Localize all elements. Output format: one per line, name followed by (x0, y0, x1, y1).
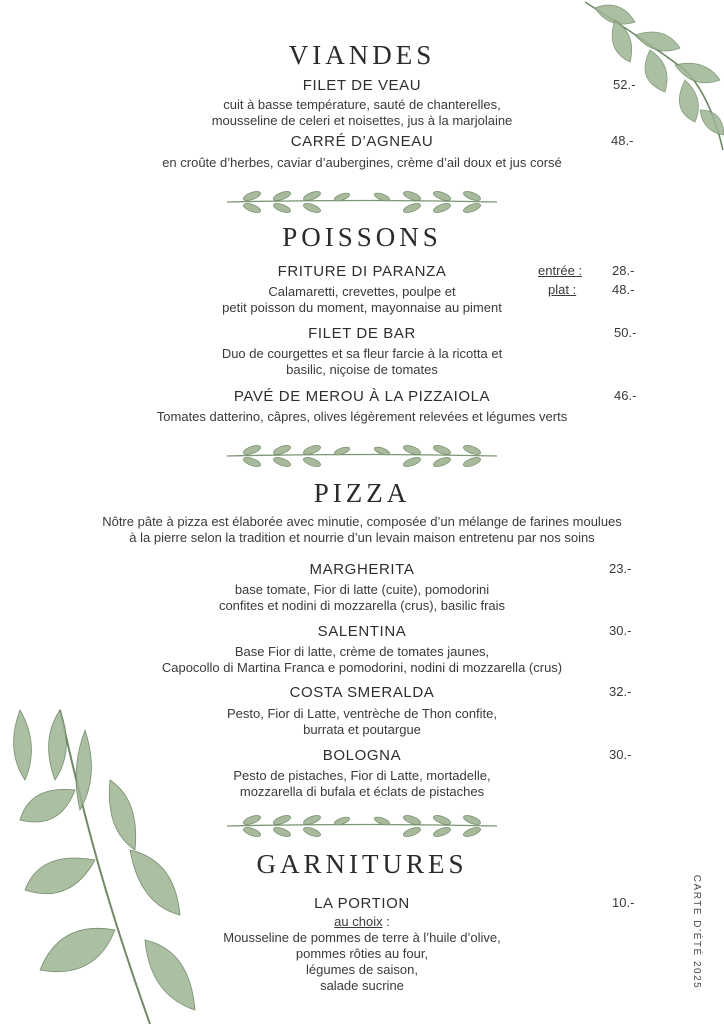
dish-name: FILET DE VEAU (302, 77, 422, 94)
dish-price: 52.- (613, 77, 636, 92)
dish-price: 30.- (609, 747, 632, 762)
section-title-garnitures: GARNITURES (256, 849, 468, 879)
dish-price-entree: 28.- (612, 263, 635, 278)
dish-description: Calamaretti, crevettes, poulpe et petit poisson du moment, mayonnaise au piment (222, 284, 502, 315)
dish-description: au choix : Mousseline de pommes de terre à l’huile d’olive, pommes rôties au four, légumes de saison, salade sucrine (223, 914, 501, 993)
section-title-poissons: POISSONS (282, 222, 442, 252)
season-side-label: CARTE D’ÉTÉ 2025 (691, 874, 702, 990)
dish-description: en croûte d’herbes, caviar d’aubergines, crème d’ail doux et jus corsé (162, 155, 562, 170)
price-label-plat: plat : (548, 282, 577, 297)
section-title-viandes: VIANDES (288, 40, 436, 70)
dish-description: Base Fior di latte, crème de tomates jaunes, Capocollo di Martina Franca e pomodorini, nodini di mozzarella (crus) (161, 644, 563, 675)
dish-price: 46.- (614, 388, 637, 403)
dish-name: MARGHERITA (309, 561, 415, 578)
dish-description: base tomate, Fior di latte (cuite), pomodorini confites et nodini di mozzarella (crus), basilic frais (218, 582, 506, 613)
dish-name: PAVÉ DE MEROU À LA PIZZAIOLA (233, 388, 491, 405)
dish-description: cuit à basse température, sauté de chanterelles, mousseline de celeri et noisettes, jus à la marjolaine (211, 97, 513, 128)
choice-label: au choix (334, 914, 383, 929)
dish-price: 23.- (609, 561, 632, 576)
laurel-divider-icon (222, 187, 502, 217)
dish-price-plat: 48.- (612, 282, 635, 297)
pizza-intro: Nôtre pâte à pizza est élaborée avec minutie, composée d’un mélange de farines moulues à la pierre selon la tradition et nourrie d’un levain maison entretenu par nos soins (102, 514, 622, 545)
dish-description: Tomates datterino, câpres, olives légèrement relevées et légumes verts (156, 409, 568, 424)
laurel-divider-icon (222, 811, 502, 841)
laurel-divider-icon (222, 441, 502, 471)
dish-description: Pesto, Fior di Latte, ventrèche de Thon confite, burrata et poutargue (226, 706, 498, 737)
dish-description: Duo de courgettes et sa fleur farcie à la ricotta et basilic, niçoise de tomates (221, 346, 503, 377)
dish-price: 30.- (609, 623, 632, 638)
dish-name: FILET DE BAR (308, 325, 416, 342)
dish-name: BOLOGNA (322, 747, 402, 764)
price-label-entree: entrée : (538, 263, 583, 278)
dish-name: FRITURE DI PARANZA (277, 263, 447, 280)
dish-price: 48.- (611, 133, 634, 148)
choice-suffix: : (382, 914, 390, 929)
dish-name: CARRÉ D’AGNEAU (290, 133, 434, 150)
dish-description: Pesto de pistaches, Fior di Latte, mortadelle, mozzarella di bufala et éclats de pistaches (233, 768, 491, 799)
dish-price: 50.- (614, 325, 637, 340)
dish-price: 32.- (609, 684, 632, 699)
dish-name: SALENTINA (317, 623, 407, 640)
dish-name: LA PORTION (314, 895, 410, 912)
dish-price: 10.- (612, 895, 635, 910)
section-title-pizza: PIZZA (313, 478, 411, 508)
dish-name: COSTA SMERALDA (289, 684, 435, 701)
